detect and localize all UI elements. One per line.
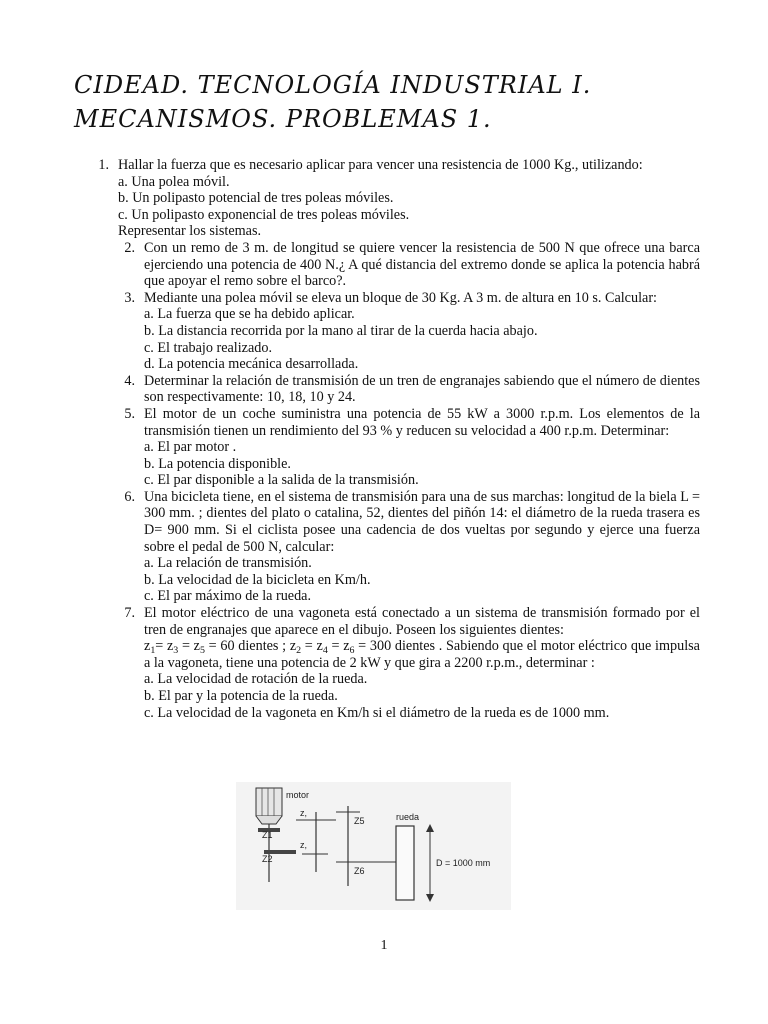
problem-item: c. El par máximo de la rueda. [144, 588, 312, 605]
problem-item: c. El par disponible a la salida de la transmisión. [144, 472, 419, 489]
problem-statement: Determinar la relación de transmisión de un tren de engranajes sabiendo que el número de dientes son respectivamente: 10, 18, 10 y 24. [144, 372, 700, 406]
gear-teeth-statement: $z_1= z_3 = z_5 = 60$ dientes ; $z_2 = z_4 = z_6 = 300$ dientes . Sabiendo que el motor eléctrico que impulsa a la vagoneta, tiene una potencia de 2 kW y que gira a 2200 r.p.m., determinar : [144, 638, 700, 671]
problem-7 [84, 605, 700, 721]
problem-item: d. La potencia mecánica desarrollada. [144, 356, 359, 373]
z6-label: Z6 [354, 866, 365, 876]
z4-label: z, [300, 840, 308, 850]
problem-item: a. El par motor . [144, 439, 237, 456]
problem-statement: Con un remo de 3 m. de longitud se quiere vencer la resistencia de 500 N que ofrece una barca ejerciendo una potencia de 400 N.¿ A qué distancia del extremo donde se aplica la potencia habrá que apoyar el remo sobre el barco?. [144, 239, 700, 290]
problem-number: 2. [124, 239, 135, 256]
z1-label: Z1 [262, 830, 273, 840]
problem-item: a. La fuerza que se ha debido aplicar. [144, 306, 355, 323]
rueda-label: rueda [396, 812, 420, 822]
problem-item: c. El trabajo realizado. [144, 339, 273, 356]
problem-number: 1. [98, 157, 109, 173]
motor-label: motor [286, 790, 310, 800]
problem-6 [84, 489, 700, 605]
problem-5 [84, 406, 700, 489]
problem-number: 5. [124, 405, 135, 422]
problem-statement: El motor eléctrico de una vagoneta está conectado a un sistema de transmisión formado por el tren de engranajes que aparece en el dibujo. Poseen los siguientes dientes: [144, 605, 700, 638]
problem-3 [84, 290, 700, 373]
problem-statement: Una bicicleta tiene, en el sistema de transmisión para una de sus marchas: longitud de la biela L = 300 mm. ; dientes del plato o catalina, 52, dientes del piñón 14: el diámetro de la rueda trasera es D= 900 mm. Si el ciclista posee una cadencia de dos vueltas por segundo y ejerce una fuerza sobre el pedal de 500 N, calcular: [144, 488, 700, 555]
problem-item: b. Un polipasto potencial de tres poleas móviles. [118, 190, 394, 207]
problem-extra: Representar los sistemas. [118, 223, 262, 240]
problem-item: b. La velocidad de la bicicleta en Km/h. [144, 571, 371, 588]
problem-item: a. La relación de transmisión. [144, 555, 312, 572]
page-title: CIDEAD. TECNOLOGÍA INDUSTRIAL I. MECANISMOS. PROBLEMAS 1. [74, 71, 592, 133]
wheel [396, 826, 414, 900]
problem-statement: El motor de un coche suministra una potencia de 55 kW a 3000 r.p.m. Los elementos de la transmisión tienen un rendimiento del 93 % y reducen su velocidad a 400 r.p.m. Determinar: [144, 405, 700, 439]
problem-item: c. Un polipasto exponencial de tres poleas móviles. [118, 206, 410, 223]
problem-number: 3. [124, 289, 135, 306]
problem-2 [84, 240, 700, 290]
z3-label: z, [300, 808, 308, 818]
problem-list [84, 157, 700, 721]
problem-number: 7. [124, 605, 135, 622]
problem-item: a. Una polea móvil. [118, 173, 230, 190]
gear-train-diagram [236, 782, 511, 910]
problem-item: b. La potencia disponible. [144, 455, 291, 472]
problem-4 [84, 373, 700, 406]
z2-label: Z2 [262, 854, 273, 864]
page-number: 1 [380, 938, 388, 953]
problem-item: b. El par y la potencia de la rueda. [144, 688, 338, 704]
problem-1 [84, 157, 700, 240]
motor-body [256, 788, 282, 816]
problem-number: 4. [124, 372, 135, 389]
problem-item: b. La distancia recorrida por la mano al tirar de la cuerda hacia abajo. [144, 322, 538, 339]
problem-statement: Hallar la fuerza que es necesario aplicar para vencer una resistencia de 1000 Kg., utilizando: [118, 157, 643, 173]
problem-item: a. La velocidad de rotación de la rueda. [144, 671, 368, 688]
problem-number: 6. [124, 488, 135, 505]
problem-statement: Mediante una polea móvil se eleva un bloque de 30 Kg. A 3 m. de altura en 10 s. Calcular: [144, 289, 657, 306]
z5-label: Z5 [354, 816, 365, 826]
diameter-label: D = 1000 mm [436, 858, 491, 868]
problem-item: c. La velocidad de la vagoneta en Km/h si el diámetro de la rueda es de 1000 mm. [144, 704, 610, 721]
